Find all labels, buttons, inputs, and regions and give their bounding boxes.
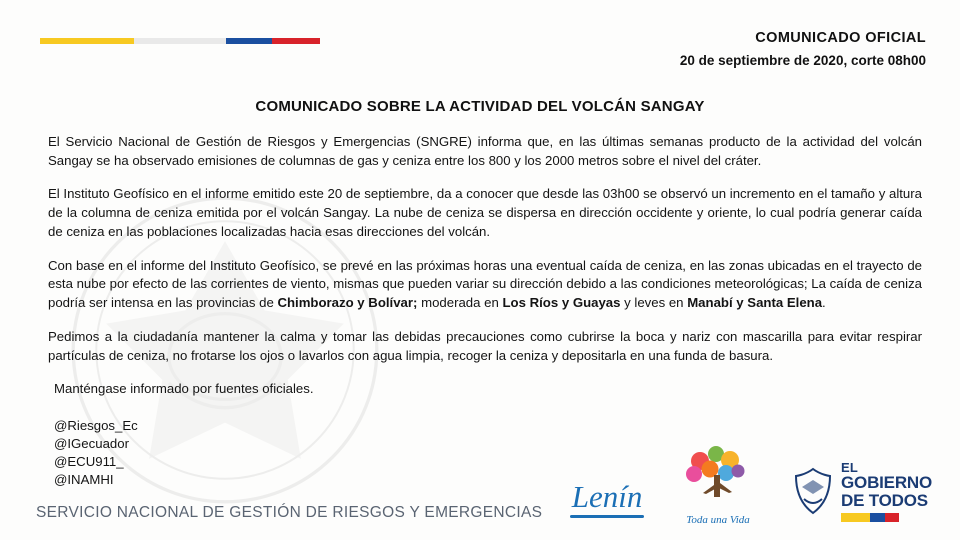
- flag-stripe-yellow: [40, 38, 134, 44]
- list-item[interactable]: @Riesgos_Ec: [54, 418, 138, 434]
- list-item[interactable]: @IGecuador: [54, 436, 129, 452]
- lenin-wordmark-text: Lenín: [571, 479, 643, 514]
- provinces-light: Manabí y Santa Elena: [687, 295, 823, 311]
- flag-stripe-gap: [134, 38, 226, 44]
- provinces-moderate: Los Ríos y Guayas: [502, 295, 621, 311]
- paragraph-3: [48, 257, 922, 313]
- paragraph-3-text-b: moderada en: [417, 295, 503, 311]
- gob-flag-red: [885, 513, 900, 522]
- gobierno-text-block: [841, 461, 932, 522]
- document-header: [0, 0, 960, 82]
- gobierno-line-3: DE TODOS: [841, 490, 928, 510]
- footer-institution-name: SERVICIO NACIONAL DE GESTIÓN DE RIESGOS Y EMERGENCIAS: [36, 504, 543, 521]
- gob-flag-blue: [870, 513, 885, 522]
- flag-stripe-red: [272, 38, 320, 44]
- paragraph-4: Pedimos a la ciudadanía mantener la calma y tomar las debidas precauciones como cubrirse la boca y nariz con mascarilla para evitar respirar partículas de ceniza, no frotarse los ojos o lavarlos con agua limpia, recoger la ceniza y depositarla en una funda de basura.: [48, 328, 922, 363]
- document-body: [0, 133, 960, 489]
- lenin-underline-decoration: [570, 515, 644, 518]
- lenin-wordmark-logo: [570, 481, 644, 532]
- flag-stripe-decoration: [40, 38, 320, 44]
- paragraph-3-text-c: y leves en: [620, 295, 688, 311]
- provinces-intense: Chimborazo y Bolívar;: [277, 295, 418, 311]
- gobierno-de-todos-logo: [792, 461, 932, 532]
- paragraph-3-text-a: Con base en el informe del Instituto Geofísico, se prevé en las próximas horas una eventual caída de ceniza, en las zonas ubicadas en el trayecto de esta nube por efecto de las corrientes de viento, mismas que pueden variar su dirección debido a las condiciones meteorológicas; La caída de ceniza podría ser intensa en las provincias de: [48, 257, 922, 311]
- gobierno-line-1: EL: [841, 459, 859, 475]
- list-item[interactable]: @INAMHI: [54, 471, 114, 487]
- page-title: COMUNICADO SOBRE LA ACTIVIDAD DEL VOLCÁN SANGAY: [255, 98, 705, 115]
- toda-una-vida-tagline: Toda una Vida: [686, 514, 750, 526]
- paragraph-5: Manténgase informado por fuentes oficiales.: [54, 381, 314, 397]
- header-meta: [680, 30, 926, 68]
- official-statement-label: COMUNICADO OFICIAL: [755, 30, 926, 46]
- paragraph-1: El Servicio Nacional de Gestión de Riesgos y Emergencias (SNGRE) informa que, en las últimas semanas producto de la actividad del volcán Sangay se ha observado emisiones de columnas de gas y ceniza entre los 800 y los 2000 metros sobre el nivel del cráter.: [48, 134, 922, 168]
- gobierno-line-2: GOBIERNO: [841, 473, 932, 492]
- footer-logos: [570, 445, 932, 532]
- toda-una-vida-logo: [666, 445, 770, 532]
- gobierno-flag-decoration: [841, 513, 899, 522]
- coat-of-arms-icon: [792, 467, 834, 515]
- statement-date: 20 de septiembre de 2020, corte 08h00: [679, 53, 926, 68]
- paragraph-2: El Instituto Geofísico en el informe emitido este 20 de septiembre, da a conocer que desde las 03h00 se observó un incremento en el tamaño y altura de la columna de ceniza emitida por el volcán Sangay. La nube de ceniza se dispersa en dirección occidente y oriente, lo cual podría generar caída de ceniza en las poblaciones localizadas hacia esas direcciones del volcán.: [48, 186, 922, 239]
- tree-icon: [670, 445, 766, 507]
- flag-stripe-blue: [226, 38, 272, 44]
- paragraph-3-text-d: .: [822, 295, 826, 311]
- list-item[interactable]: @ECU911_: [54, 453, 124, 469]
- gob-flag-yellow: [841, 513, 870, 522]
